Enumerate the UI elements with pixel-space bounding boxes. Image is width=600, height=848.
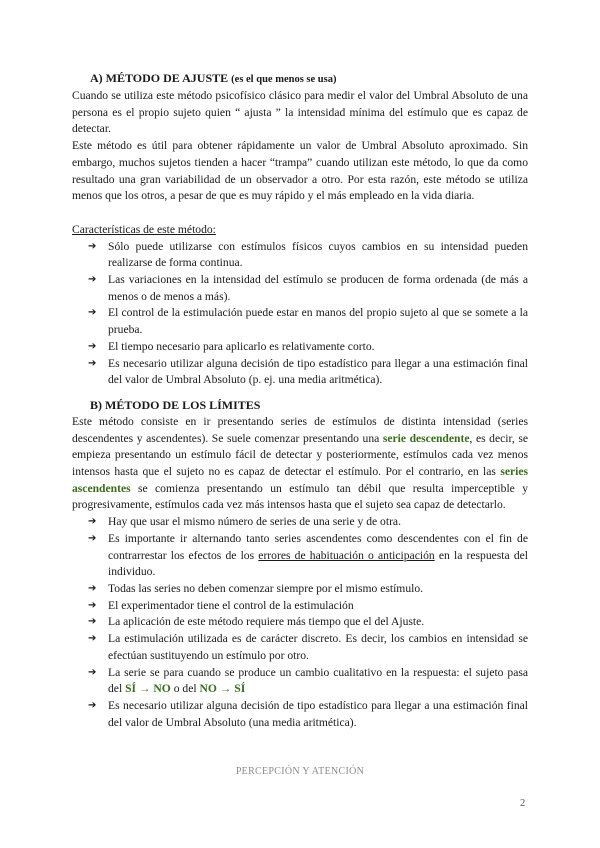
section-a-paragraph-2: Este método es útil para obtener rápidamente un valor de Umbral Absoluto aproximado. Sin embargo, muchos sujetos tienden a hacer “trampa” cuando utilizan este método, lo que da como resultado una gran variabilidad de un observador a otro. Por esta razón, este método se utiliza menos que los otros, a pesar de que es muy rápido y el más empleado en la vida diaria.: [72, 139, 528, 203]
term-si-no: SÍ → NO: [125, 682, 171, 696]
section-a-title: MÉTODO DE AJUSTE: [105, 71, 229, 85]
section-b-paragraph: Este método consiste en ir presentando series de estímulos de distinta intensidad (series descendentes y ascendentes). Se suele comenzar presentando una serie descendente, es decir, se empieza presentando un estímulo fácil de detectar y posteriormente, estímulos cada vez menos intensos hasta que el sujeto no es capaz de detectar el estímulo. Por el contrario, en las series ascendentes se comienza presentando un estímulo tan débil que resulta imperceptible y progresivamente, estímulos cada vez más intensos hasta que el sujeto sea capaz de detectarlo.: [72, 414, 529, 512]
arrow-icon: ➔: [88, 616, 97, 628]
page-footer: PERCEPCIÓN Y ATENCIÓN: [235, 766, 365, 777]
arrow-icon: ➔: [88, 699, 97, 711]
arrow-icon: ➔: [88, 274, 97, 286]
list-item: ➔ La estimulación utilizada es de carácter discreto. Es decir, los cambios en intensidad se efectúan sustituyendo un estímulo por otro.: [88, 632, 528, 662]
arrow-icon: ➔: [88, 599, 97, 611]
list-item: ➔ Es importante ir alternando tanto series ascendentes como descendentes con el fin de contrarrestar los efectos de los errores de habituación o anticipación en la respuesta del individuo.: [88, 531, 528, 579]
section-b-letter: B): [90, 397, 102, 412]
section-a-bullet-list: [72, 239, 528, 389]
arrow-icon: ➔: [88, 666, 97, 678]
arrow-icon: ➔: [88, 240, 97, 252]
list-item: ➔ La serie se para cuando se produce un cambio cualitativo en la respuesta: el sujeto pasa del SÍ → NO o del NO → SÍ: [88, 665, 528, 696]
term-serie-descendente: serie descendente: [382, 431, 470, 445]
list-item: ➔ Es necesario utilizar alguna decisión de tipo estadístico para llegar a una estimación final del valor de Umbral Absoluto (p. ej. una media aritmética).: [88, 356, 528, 387]
section-a-subtitle: (es el que menos se usa): [231, 74, 337, 85]
list-item: ➔ El control de la estimulación puede estar en manos del propio sujeto al que se somete a la prueba.: [88, 306, 528, 337]
characteristics-heading: Características de este método:: [72, 222, 216, 236]
list-item: ➔ Todas las series no deben comenzar siempre por el mismo estímulo.: [72, 581, 528, 598]
section-a-letter: A): [90, 71, 103, 85]
section-a-heading: [72, 70, 528, 88]
list-item: ➔ La aplicación de este método requiere más tiempo que el del Ajuste.: [72, 614, 528, 631]
term-no-si: NO → SÍ: [199, 682, 246, 696]
list-item: ➔ Sólo puede utilizarse con estímulos físicos cuyos cambios en su intensidad pueden realizarse de forma continua.: [88, 239, 528, 270]
list-item: ➔ Hay que usar el mismo número de series de una serie y de otra.: [72, 514, 528, 531]
arrow-icon: ➔: [88, 633, 97, 645]
section-a-paragraph-1: Cuando se utiliza este método psicofísico clásico para medir el valor del Umbral Absoluto de una persona es el propio sujeto quien “ ajusta ” la intensidad mínima del estímulo que es capaz de detectar.: [72, 89, 528, 136]
list-item: ➔ El tiempo necesario para aplicarlo es relativamente corto.: [72, 339, 528, 356]
section-b-bullet-list: [72, 514, 528, 731]
list-item: ➔ El experimentador tiene el control de la estimulación: [72, 598, 528, 615]
section-b-title: MÉTODO DE LOS LÍMITES: [105, 397, 261, 412]
page-content: [72, 70, 528, 731]
arrow-icon: ➔: [88, 307, 97, 319]
list-item: ➔ Las variaciones en la intensidad del estímulo se producen de forma ordenada (de más a menos o de menos a más).: [88, 273, 528, 303]
page-number: 2: [520, 798, 526, 809]
arrow-icon: ➔: [88, 516, 97, 528]
arrow-icon: ➔: [88, 340, 97, 352]
term-series-ascendentes: series ascendentes: [72, 465, 528, 495]
list-item: ➔ Es necesario utilizar alguna decisión de tipo estadístico para llegar a una estimación final del valor de Umbral Absoluto (una media aritmética).: [88, 698, 528, 729]
arrow-icon: ➔: [88, 582, 97, 594]
arrow-icon: ➔: [88, 532, 97, 544]
arrow-icon: ➔: [88, 357, 97, 369]
section-b-heading: [72, 397, 528, 414]
underlined-errors-term: errores de habituación o anticipación: [258, 548, 435, 562]
